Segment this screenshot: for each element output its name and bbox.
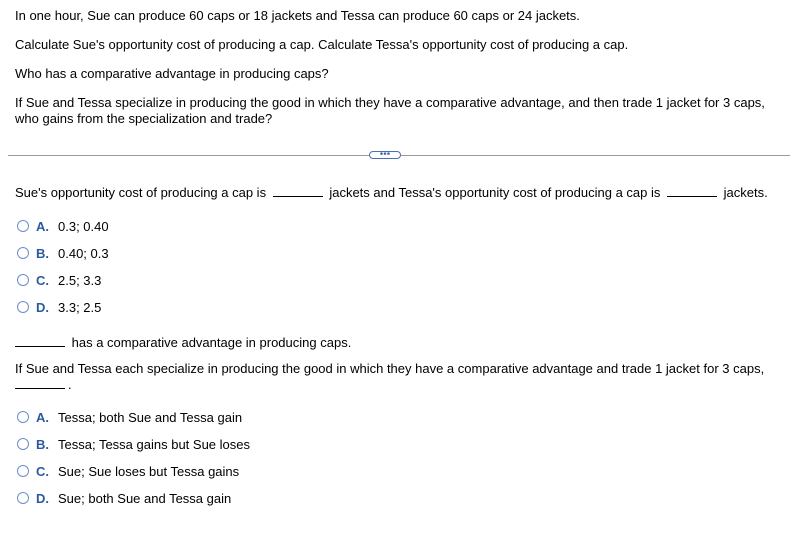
option-text: 0.3; 0.40	[58, 218, 109, 234]
part1-option-c[interactable]	[17, 272, 101, 288]
option-letter: B.	[36, 436, 49, 452]
radio-button[interactable]	[17, 274, 29, 286]
radio-button[interactable]	[17, 301, 29, 313]
option-letter: D.	[36, 490, 49, 506]
part2-option-c[interactable]	[17, 463, 239, 479]
option-text: Tessa; both Sue and Tessa gain	[58, 409, 243, 425]
part1-blank-1[interactable]	[273, 185, 323, 197]
part2-blank-1[interactable]	[15, 335, 65, 347]
part2-option-a[interactable]	[17, 409, 242, 425]
option-letter: A.	[36, 409, 49, 425]
question-line-4a: If Sue and Tessa specialize in producing the good in which they have a comparative advantage, and then trade 1 jacket for 3 caps,	[15, 95, 765, 110]
radio-button[interactable]	[17, 411, 29, 423]
option-text: Sue; Sue loses but Tessa gains	[58, 463, 240, 479]
part1-option-b[interactable]	[17, 245, 109, 261]
option-letter: C.	[36, 272, 49, 288]
part2-prompt-1	[15, 334, 351, 351]
part2-blank-2[interactable]	[15, 377, 65, 389]
part2-prompt-b: If Sue and Tessa each specialize in producing the good in which they have a comparative advantage and trade 1 jacket for 3 caps,	[15, 361, 765, 376]
part2-option-d[interactable]	[17, 490, 231, 506]
part1-prompt	[15, 184, 768, 201]
part1-prompt-a: Sue's opportunity cost of producing a cap is	[15, 185, 267, 200]
radio-button[interactable]	[17, 465, 29, 477]
option-text: 0.40; 0.3	[58, 245, 109, 261]
radio-button[interactable]	[17, 247, 29, 259]
question-line-4b: who gains from the specialization and trade?	[15, 111, 273, 126]
question-line-3: Who has a comparative advantage in producing caps?	[15, 66, 329, 81]
part1-prompt-c: jackets.	[723, 185, 768, 200]
part1-option-a[interactable]	[17, 218, 109, 234]
option-text: Tessa; Tessa gains but Sue loses	[58, 436, 250, 452]
option-letter: C.	[36, 463, 49, 479]
part2-prompt-c: .	[68, 377, 72, 392]
part1-blank-2[interactable]	[667, 185, 717, 197]
radio-button[interactable]	[17, 220, 29, 232]
question-line-1: In one hour, Sue can produce 60 caps or 18 jackets and Tessa can produce 60 caps or 24 jackets.	[15, 8, 580, 23]
option-letter: A.	[36, 218, 49, 234]
part2-option-b[interactable]	[17, 436, 250, 452]
option-text: 3.3; 2.5	[58, 299, 102, 315]
option-text: 2.5; 3.3	[58, 272, 102, 288]
part1-prompt-b: jackets and Tessa's opportunity cost of producing a cap is	[329, 185, 661, 200]
part2-prompt-2	[15, 376, 72, 393]
part1-option-d[interactable]	[17, 299, 101, 315]
part2-prompt-a: has a comparative advantage in producing caps.	[71, 335, 352, 350]
more-button[interactable]: •••	[369, 151, 401, 159]
option-text: Sue; both Sue and Tessa gain	[58, 490, 232, 506]
radio-button[interactable]	[17, 438, 29, 450]
option-letter: B.	[36, 245, 49, 261]
option-letter: D.	[36, 299, 49, 315]
radio-button[interactable]	[17, 492, 29, 504]
question-line-2: Calculate Sue's opportunity cost of producing a cap. Calculate Tessa's opportunity cost of producing a cap.	[15, 37, 629, 52]
